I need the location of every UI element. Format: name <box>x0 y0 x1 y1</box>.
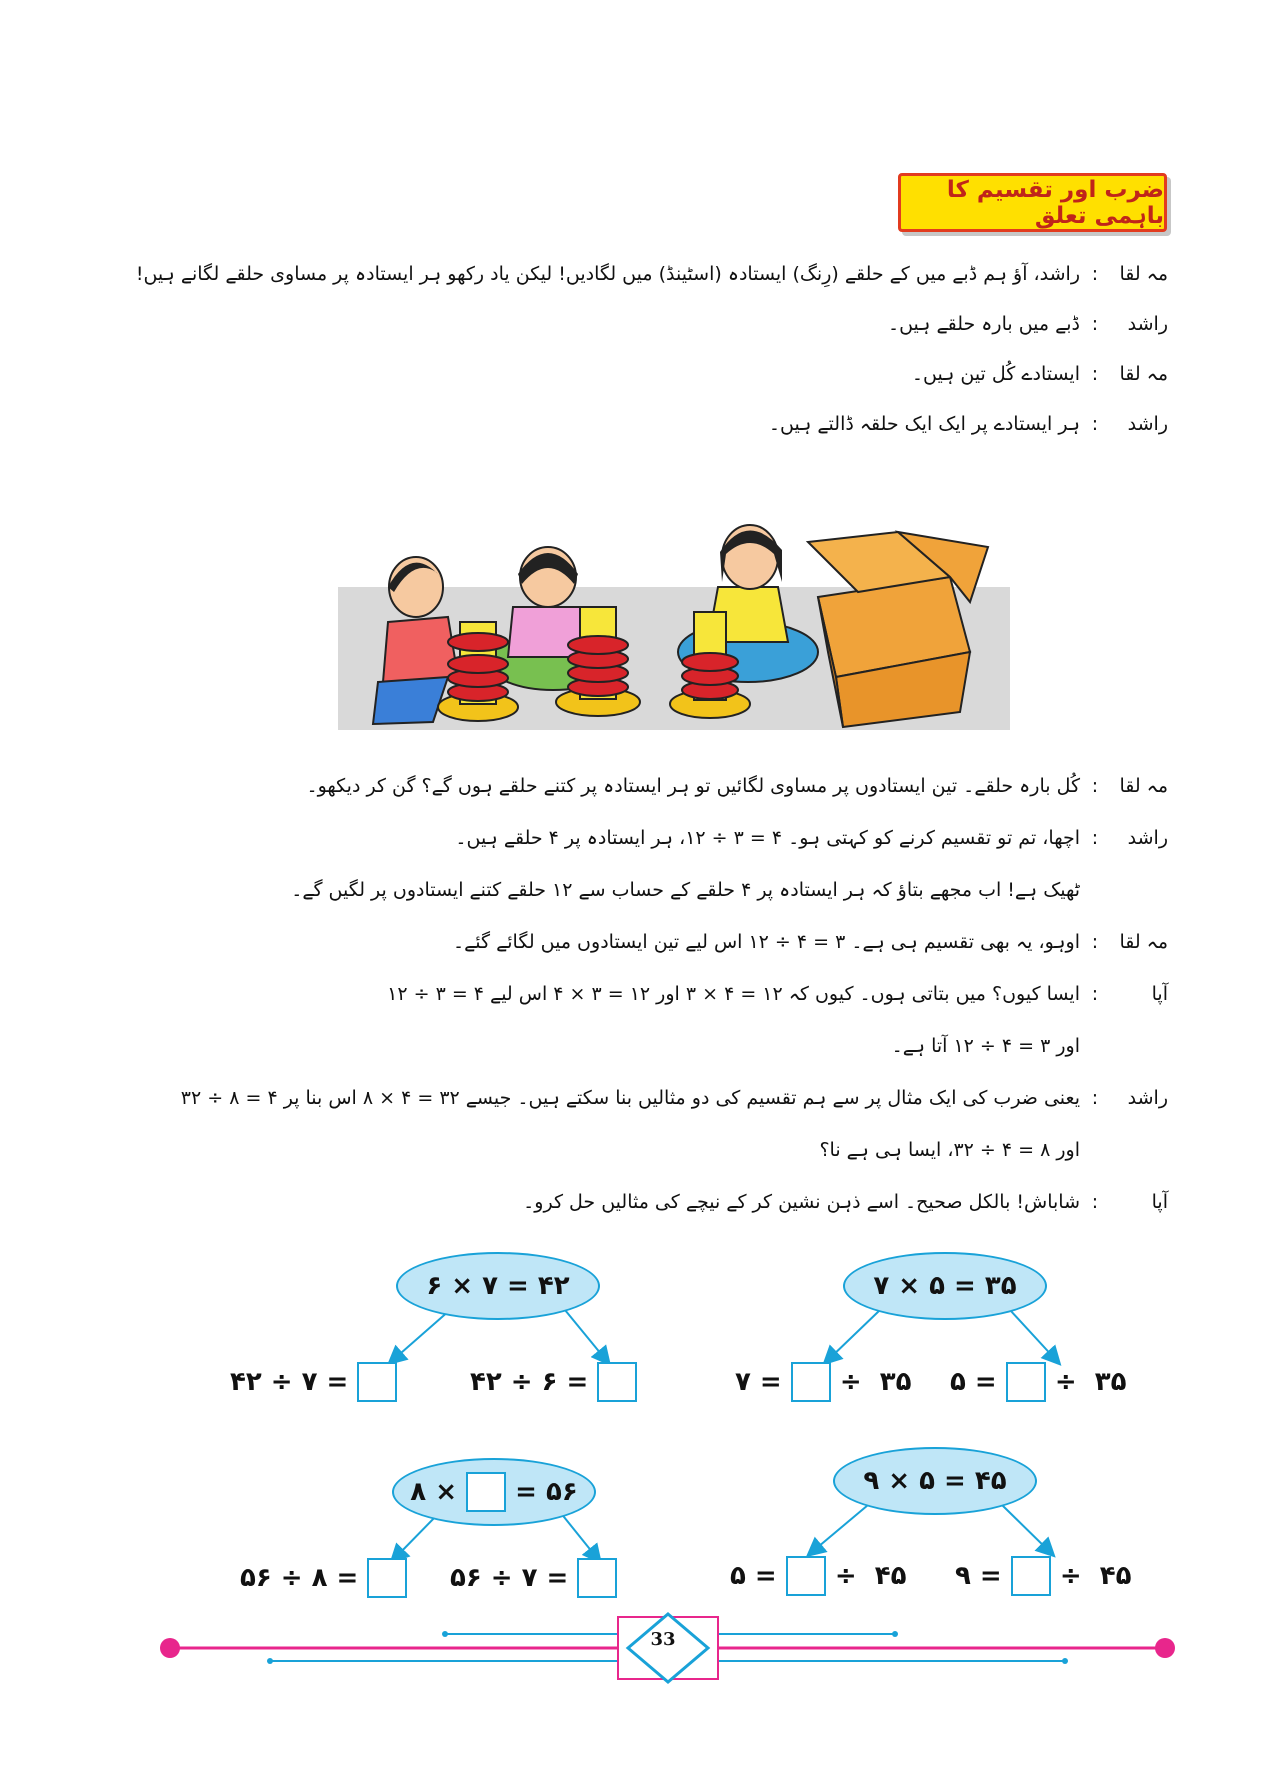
division-equation <box>470 1362 637 1402</box>
speaker-name: راشد <box>1127 827 1168 849</box>
answer-box[interactable] <box>367 1558 407 1598</box>
dialogue-continuation: اور ۳ = ۴ ÷ ۱۲ آتا ہے۔ <box>891 1035 1080 1057</box>
equation-text: ۴۲ ÷ ۶ = <box>470 1367 589 1397</box>
division-equation <box>230 1362 397 1402</box>
speaker-colon: : <box>1091 413 1099 435</box>
divide-sign: ÷ <box>1059 1561 1082 1591</box>
equation-text: ۴۲ ÷ ۷ = <box>230 1367 349 1397</box>
multiplication-fact: ۸ × <box>410 1477 457 1507</box>
speaker-name: راشد <box>1127 1087 1168 1109</box>
speaker-colon: : <box>1091 1087 1099 1109</box>
speaker-colon: : <box>1091 983 1099 1005</box>
dividend: ۳۵ <box>1094 1367 1127 1397</box>
multiplication-oval <box>392 1458 596 1526</box>
speaker-name: راشد <box>1127 413 1168 435</box>
speaker-colon: : <box>1091 827 1099 849</box>
speaker-colon: : <box>1091 263 1099 285</box>
dividend: ۴۵ <box>1099 1561 1132 1591</box>
speaker-colon: : <box>1091 931 1099 953</box>
dialogue-text: ہر ایستادے پر ایک ایک حلقہ ڈالتے ہیں۔ <box>768 413 1080 435</box>
division-equation <box>450 1558 617 1598</box>
multiplication-fact: ۹ × ۵ = ۴۵ <box>863 1466 1007 1496</box>
answer-box[interactable] <box>791 1362 831 1402</box>
divide-sign: ÷ <box>1054 1367 1077 1397</box>
division-equation <box>735 1362 912 1402</box>
dialogue-text: ڈبے میں بارہ حلقے ہیں۔ <box>887 313 1080 335</box>
answer-box[interactable] <box>357 1362 397 1402</box>
dialogue-text: راشد، آؤ ہم ڈبے میں کے حلقے (رِنگ) ایستادہ (اسٹینڈ) میں لگادیں! لیکن یاد رکھو ہر ایستادہ پر مساوی حلقے لگانے ہیں! <box>135 263 1080 285</box>
dividend: ۳۵ <box>879 1367 912 1397</box>
equation-result: = ۵ <box>950 1367 997 1397</box>
multiplication-fact: ۷ × ۵ = ۳۵ <box>873 1271 1017 1301</box>
equation-result: = ۹ <box>955 1561 1002 1591</box>
division-equation <box>955 1556 1132 1596</box>
division-equation <box>950 1362 1127 1402</box>
speaker-name: مہ لقا <box>1119 775 1168 797</box>
dialogue-text: ایسا کیوں؟ میں بتاتی ہوں۔ کیوں کہ ۱۲ = ۴ × ۳ اور ۱۲ = ۳ × ۴ اس لیے ۴ = ۳ ÷ ۱۲ <box>387 983 1080 1005</box>
dialogue-text: یعنی ضرب کی ایک مثال پر سے ہم تقسیم کی دو مثالیں بنا سکتے ہیں۔ جیسے ۳۲ = ۴ × ۸ اس بنا پر ۴ = ۸ ÷ ۳۲ <box>180 1087 1080 1109</box>
equation-text: ۵۶ ÷ ۸ = <box>240 1563 359 1593</box>
dialogue-text: اوہو، یہ بھی تقسیم ہی ہے۔ ۳ = ۴ ÷ ۱۲ اس لیے تین ایستادوں میں لگائے گئے۔ <box>453 931 1080 953</box>
dialogue-continuation: اور ۸ = ۴ ÷ ۳۲، ایسا ہی ہے نا؟ <box>819 1139 1080 1161</box>
speaker-name: مہ لقا <box>1119 931 1168 953</box>
dialogue-text: شاباش! بالکل صحیح۔ اسے ذہن نشین کر کے نیچے کی مثالیں حل کرو۔ <box>523 1191 1080 1213</box>
dialogue-text: کُل بارہ حلقے۔ تین ایستادوں پر مساوی لگائیں تو ہر ایستادہ پر کتنے حلقے ہوں گے؟ گن کر دیکھو۔ <box>306 775 1080 797</box>
divide-sign: ÷ <box>834 1561 857 1591</box>
speaker-name: مہ لقا <box>1119 363 1168 385</box>
answer-box[interactable] <box>1006 1362 1046 1402</box>
dividend: ۴۵ <box>874 1561 907 1591</box>
dialogue-text: اچھا، تم تو تقسیم کرنے کو کہتی ہو۔ ۴ = ۳ ÷ ۱۲، ہر ایستادہ پر ۴ حلقے ہیں۔ <box>455 827 1080 849</box>
multiplication-oval <box>833 1447 1037 1515</box>
divide-sign: ÷ <box>839 1367 862 1397</box>
speaker-colon: : <box>1091 363 1099 385</box>
division-equation <box>240 1558 407 1598</box>
dialogue-text: ایستادے کُل تین ہیں۔ <box>911 363 1080 385</box>
multiplication-oval <box>396 1252 600 1320</box>
speaker-name: مہ لقا <box>1119 263 1168 285</box>
speaker-name: آپا <box>1151 1191 1168 1213</box>
answer-box[interactable] <box>597 1362 637 1402</box>
multiplication-result: = ۵۶ <box>515 1477 578 1507</box>
equation-result: = ۷ <box>735 1367 782 1397</box>
page-number: 33 <box>650 1629 676 1650</box>
page-footer-decoration <box>0 1610 1278 1690</box>
division-equation <box>730 1556 907 1596</box>
equation-result: = ۵ <box>730 1561 777 1591</box>
equation-text: ۵۶ ÷ ۷ = <box>450 1563 569 1593</box>
speaker-colon: : <box>1091 313 1099 335</box>
speaker-name: آپا <box>1151 983 1168 1005</box>
speaker-colon: : <box>1091 775 1099 797</box>
speaker-name: راشد <box>1127 313 1168 335</box>
speaker-colon: : <box>1091 1191 1099 1213</box>
multiplication-oval <box>843 1252 1047 1320</box>
answer-box[interactable] <box>1011 1556 1051 1596</box>
dialogue-continuation: ٹھیک ہے! اب مجھے بتاؤ کہ ہر ایستادہ پر ۴ حلقے کے حساب سے ۱۲ حلقے کتنے ایستادوں پر لگیں گے۔ <box>291 879 1080 901</box>
answer-box[interactable] <box>786 1556 826 1596</box>
answer-box[interactable] <box>577 1558 617 1598</box>
answer-box[interactable] <box>466 1472 506 1512</box>
section-title: ضرب اور تقسیم کا باہمی تعلق <box>898 173 1167 232</box>
multiplication-fact: ۶ × ۷ = ۴۲ <box>426 1271 570 1301</box>
